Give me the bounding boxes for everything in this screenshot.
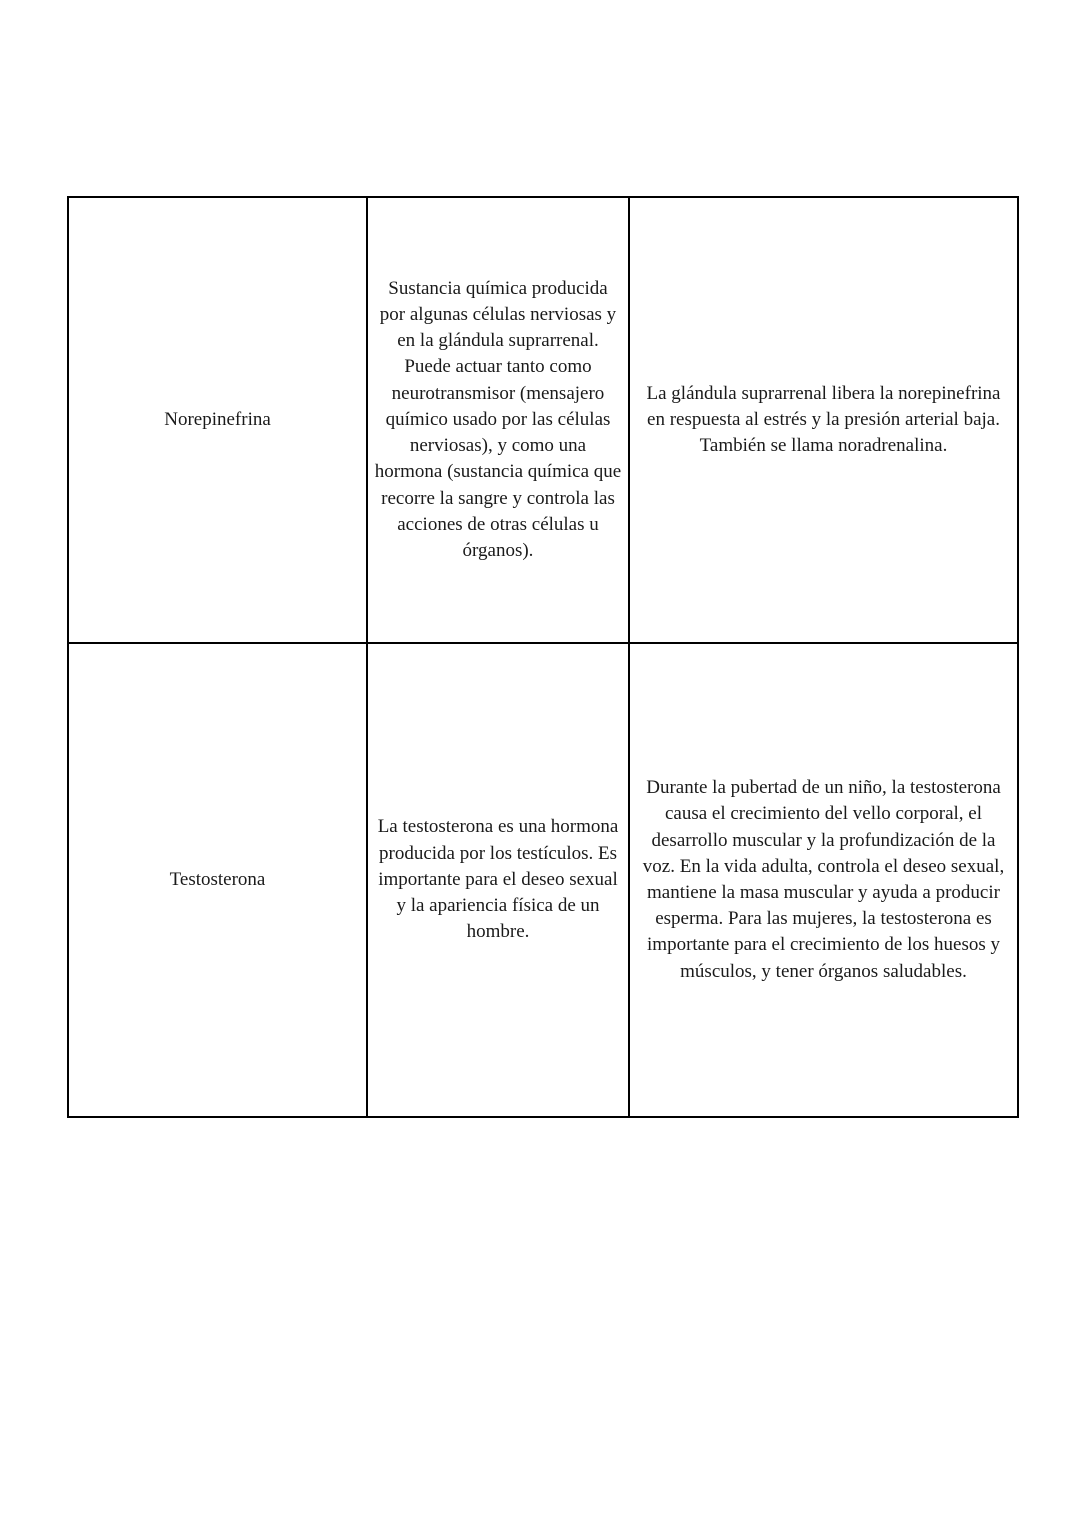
hormone-name-cell: Testosterona xyxy=(68,643,367,1117)
table-row xyxy=(68,197,1018,643)
hormone-description-cell: Sustancia química producida por algunas células nerviosas y en la glándula suprarrenal. Puede actuar tanto como neurotransmisor (mensajero químico usado por las células nerviosas), y como una hormona (sustancia química que recorre la sangre y controla las acciones de otras células u órganos). xyxy=(367,197,629,643)
hormone-table xyxy=(67,196,1019,1118)
table-row xyxy=(68,643,1018,1117)
hormone-details-cell: La glándula suprarrenal libera la norepinefrina en respuesta al estrés y la presión arterial baja. También se llama noradrenalina. xyxy=(629,197,1018,643)
hormone-details-cell: Durante la pubertad de un niño, la testosterona causa el crecimiento del vello corporal, el desarrollo muscular y la profundización de la voz. En la vida adulta, controla el deseo sexual, mantiene la masa muscular y ayuda a producir esperma. Para las mujeres, la testosterona es importante para el crecimiento de los huesos y músculos, y tener órganos saludables. xyxy=(629,643,1018,1117)
hormone-description-cell: La testosterona es una hormona producida por los testículos. Es importante para el deseo sexual y la apariencia física de un hombre. xyxy=(367,643,629,1117)
hormone-name-cell: Norepinefrina xyxy=(68,197,367,643)
